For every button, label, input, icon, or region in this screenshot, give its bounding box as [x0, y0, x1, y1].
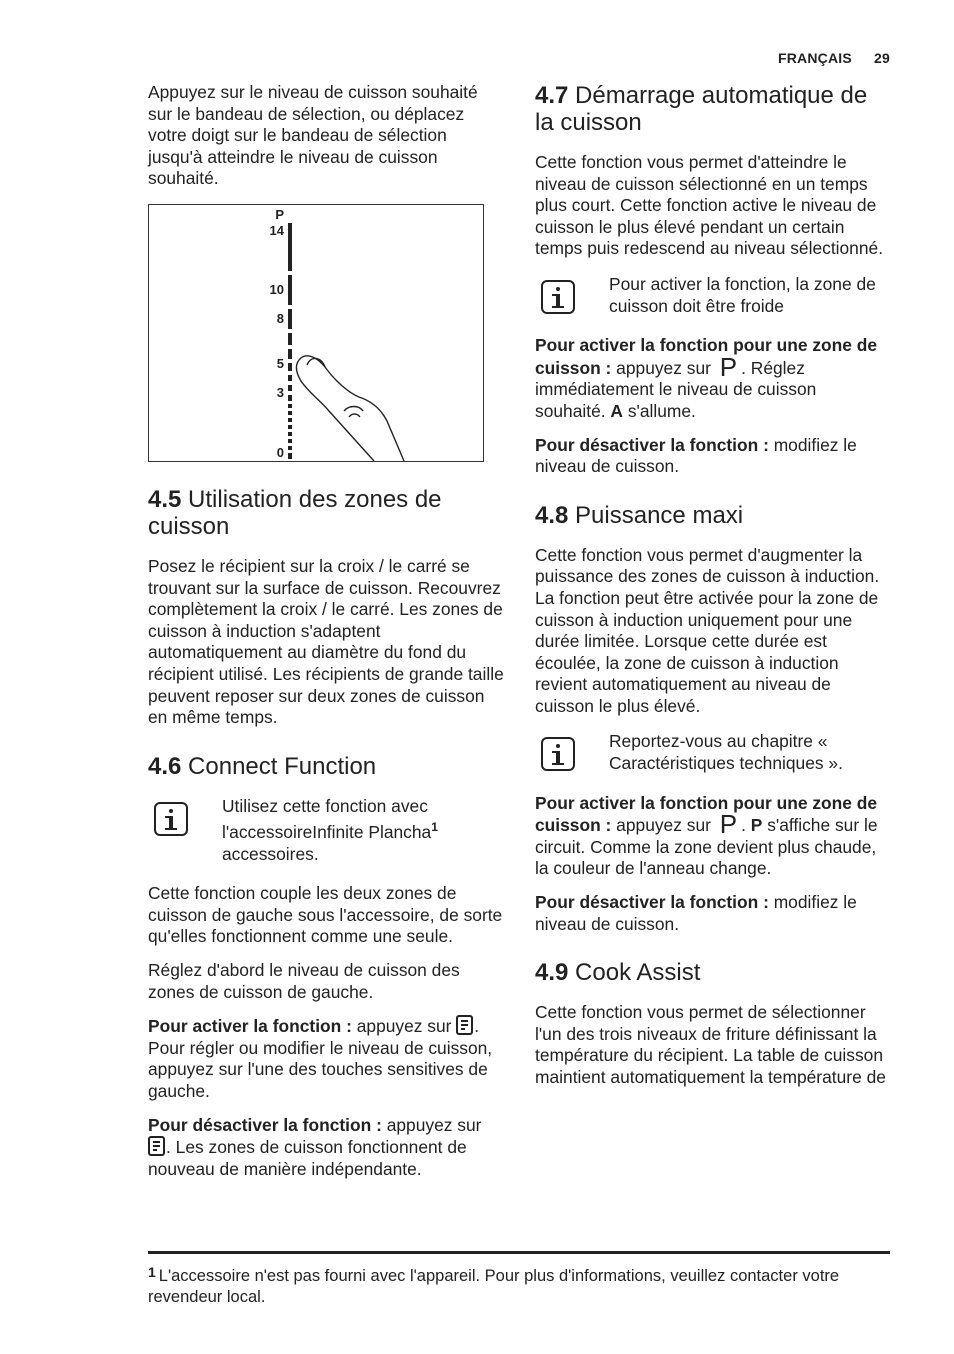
footnote	[148, 1262, 890, 1307]
level-label-14: 14	[269, 222, 284, 238]
section-4-5-body: Posez le récipient sur la croix / le carré se trouvant sur la surface de cuisson. Recouvrez complètement la croix / le carré. Les zones de cuisson à induction s'adaptent automatiquement au diamètre du fond du récipient utilisé. Les récipients de grande taille peuvent reposer sur deux zones de cuisson en même temps.	[148, 555, 504, 728]
footnote-marker: 1	[148, 1264, 156, 1280]
footnote-text: L'accessoire n'est pas fourni avec l'appareil. Pour plus d'informations, veuillez contacter votre revendeur local.	[148, 1267, 840, 1306]
right-column	[535, 82, 891, 1101]
section-heading-4-6: 4.6 Connect Function	[148, 752, 377, 780]
activate-instruction: Pour activer la fonction pour une zone de cuisson : appuyez sur P . Réglez immédiatement le niveau de cuisson souhaité. A s'allume.	[535, 335, 878, 421]
info-icon	[541, 280, 575, 314]
level-label-8: 8	[276, 310, 284, 326]
note-text: Reportez-vous au chapitre « Caractéristiques techniques ».	[609, 731, 843, 774]
page-number: 29	[874, 50, 890, 66]
left-column	[148, 82, 504, 1192]
note-text: Pour activer la fonction, la zone de cuisson doit être froide	[609, 273, 876, 316]
level-label-p: P	[275, 206, 284, 222]
activate-instruction: Pour activer la fonction : appuyez sur . Pour régler ou modifier le niveau de cuisson, appuyez sur l'une des touches sensitives de gauche.	[148, 1016, 493, 1102]
intro-paragraph: Appuyez sur le niveau de cuisson souhaité sur le bandeau de sélection, ou déplacez votre doigt sur le bandeau de sélection jusqu'à atteindre le niveau de cuisson souhaité.	[148, 82, 478, 189]
info-icon	[154, 802, 188, 836]
section-heading-4-7: 4.7 Démarrage automatique de la cuisson	[535, 82, 868, 136]
deactivate-instruction: Pour désactiver la fonction : appuyez sur . Les zones de cuisson fonctionnent de nouveau de manière indépendante.	[148, 1114, 482, 1179]
info-note	[535, 731, 891, 774]
info-note	[535, 274, 891, 317]
level-label-3: 3	[276, 384, 284, 400]
section-4-9-body: Cette fonction vous permet de sélectionner l'un des trois niveaux de friture définissant la température du récipient. La table de cuisson maintient automatiquement la température de	[535, 1002, 886, 1087]
section-4-7-body: Cette fonction vous permet d'atteindre le niveau de cuisson sélectionné en un temps plus court. Cette fonction active le niveau de cuisson le plus élevé pendant un certain temps puis redescend au niveau sélectionné.	[535, 152, 884, 259]
level-label-0: 0	[276, 444, 284, 460]
section-4-6-paragraph-2: Réglez d'abord le niveau de cuisson des zones de cuisson de gauche.	[148, 960, 460, 1002]
finger-icon	[297, 356, 405, 461]
info-note	[148, 796, 504, 866]
note-text: Utilisez cette fonction avec l'accessoireInfinite Plancha$^1$ accessoires.	[222, 795, 438, 864]
section-heading-4-8: 4.8 Puissance maxi	[535, 501, 744, 529]
activate-instruction: Pour activer la fonction pour une zone de cuisson : appuyez sur P . P s'affiche sur le circuit. Comme la zone devient plus chaude, la couleur de l'anneau change.	[535, 792, 878, 879]
language-label: FRANÇAIS	[777, 50, 852, 66]
p-key-icon: P	[719, 351, 738, 382]
section-heading-4-9: 4.9 Cook Assist	[535, 959, 701, 987]
plancha-icon	[148, 1136, 165, 1156]
level-label-10: 10	[269, 281, 284, 297]
deactivate-instruction: Pour désactiver la fonction : modifiez le niveau de cuisson.	[535, 434, 857, 477]
section-4-8-body: Cette fonction vous permet d'augmenter la puissance des zones de cuisson à induction. La fonction peut être activée pour la zone de cuisson à induction uniquement pour une durée limitée. Lorsque cette durée est écoulée, la zone de cuisson à induction revient automatiquement au niveau de cuisson le plus élevé.	[535, 544, 880, 716]
section-4-6-paragraph-1: Cette fonction couple les deux zones de cuisson de gauche sous l'accessoire, de sorte qu'elles fonctionnent comme une seule.	[148, 883, 503, 947]
selection-bar-figure	[148, 204, 484, 462]
info-icon	[541, 737, 575, 771]
finger-slider-illustration	[149, 205, 483, 461]
level-label-5: 5	[276, 355, 284, 371]
p-key-icon: P	[719, 809, 738, 840]
deactivate-instruction: Pour désactiver la fonction : modifiez le niveau de cuisson.	[535, 892, 857, 934]
footnote-divider	[148, 1251, 890, 1254]
page-header	[760, 50, 890, 66]
section-heading-4-5: 4.5 Utilisation des zones de cuisson	[148, 485, 442, 540]
plancha-icon	[456, 1015, 473, 1035]
